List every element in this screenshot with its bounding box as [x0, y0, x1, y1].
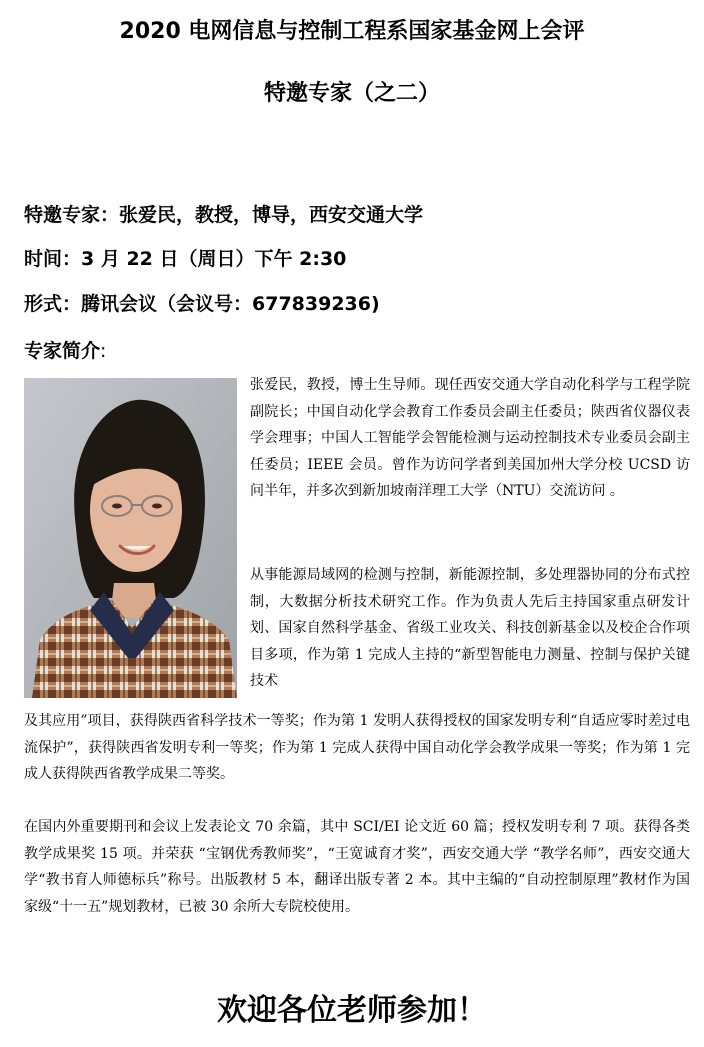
expert-line: 特邀专家：张爱民，教授，博导，西安交通大学: [24, 204, 424, 226]
portrait-photo: [24, 378, 237, 698]
intro-heading-colon: :: [100, 340, 107, 362]
bio-paragraph-2-part-2: 及其应用”项目，获得陕西省科学技术一等奖；作为第 1 发明人获得授权的国家发明专利“自适应零时差过电流保护”，获得陕西省发明专利一等奖；作为第 1 完成人获得中国自动化学会教学成果一等奖；作为第 1 完成人获得陕西省教学成果二等奖。: [24, 713, 690, 782]
page-subtitle: 特邀专家（之二）: [263, 81, 440, 106]
intro-heading: [24, 336, 106, 363]
bio-paragraph-1: 张爱民，教授，博士生导师。现任西安交通大学自动化科学与工程学院副院长；中国自动化学会教育工作委员会副主任委员；陕西省仪器仪表学会理事；中国人工智能学会智能检测与运动控制技术专业委员会副主任委员；IEEE 会员。曾作为访问学者到美国加州大学分校 UCSD 访问半年，并多次到新加坡南洋理工大学（NTU）交流访问 。: [250, 377, 690, 499]
welcome-banner: 欢迎各位老师参加！: [217, 993, 487, 1028]
intro-heading-text: 专家简介: [24, 340, 101, 362]
bio-paragraph-3: 在国内外重要期刊和会议上发表论文 70 余篇，其中 SCI/EI 论文近 60 篇；授权发明专利 7 项。获得各类教学成果奖 15 项。并荣获 “宝钢优秀教师奖”，“王宽诚育才奖”，西安交通大学 “教学名师”，西安交通大学“教书育人师德标兵”称号。出版教材 5 本，翻译出版专著 2 本。其中主编的“自动控制原理”教材作为国家级“十一五”规划教材，已被 30 余所大专院校使用。: [24, 819, 690, 915]
format-line: 形式：腾讯会议（会议号：677839236): [24, 293, 380, 315]
bio-paragraph-2-part-1: 从事能源局域网的检测与控制，新能源控制，多处理器协同的分布式控制，大数据分析技术研究工作。作为负责人先后主持国家重点研发计划、国家自然科学基金、省级工业攻关、科技创新基金以及校企合作项目多项，作为第 1 完成人主持的“新型智能电力测量、控制与保护关键技术: [250, 567, 690, 689]
time-line: 时间：3 月 22 日（周日）下午 2:30: [24, 248, 347, 270]
page-title: 2020 电网信息与控制工程系国家基金网上会评: [119, 19, 585, 44]
